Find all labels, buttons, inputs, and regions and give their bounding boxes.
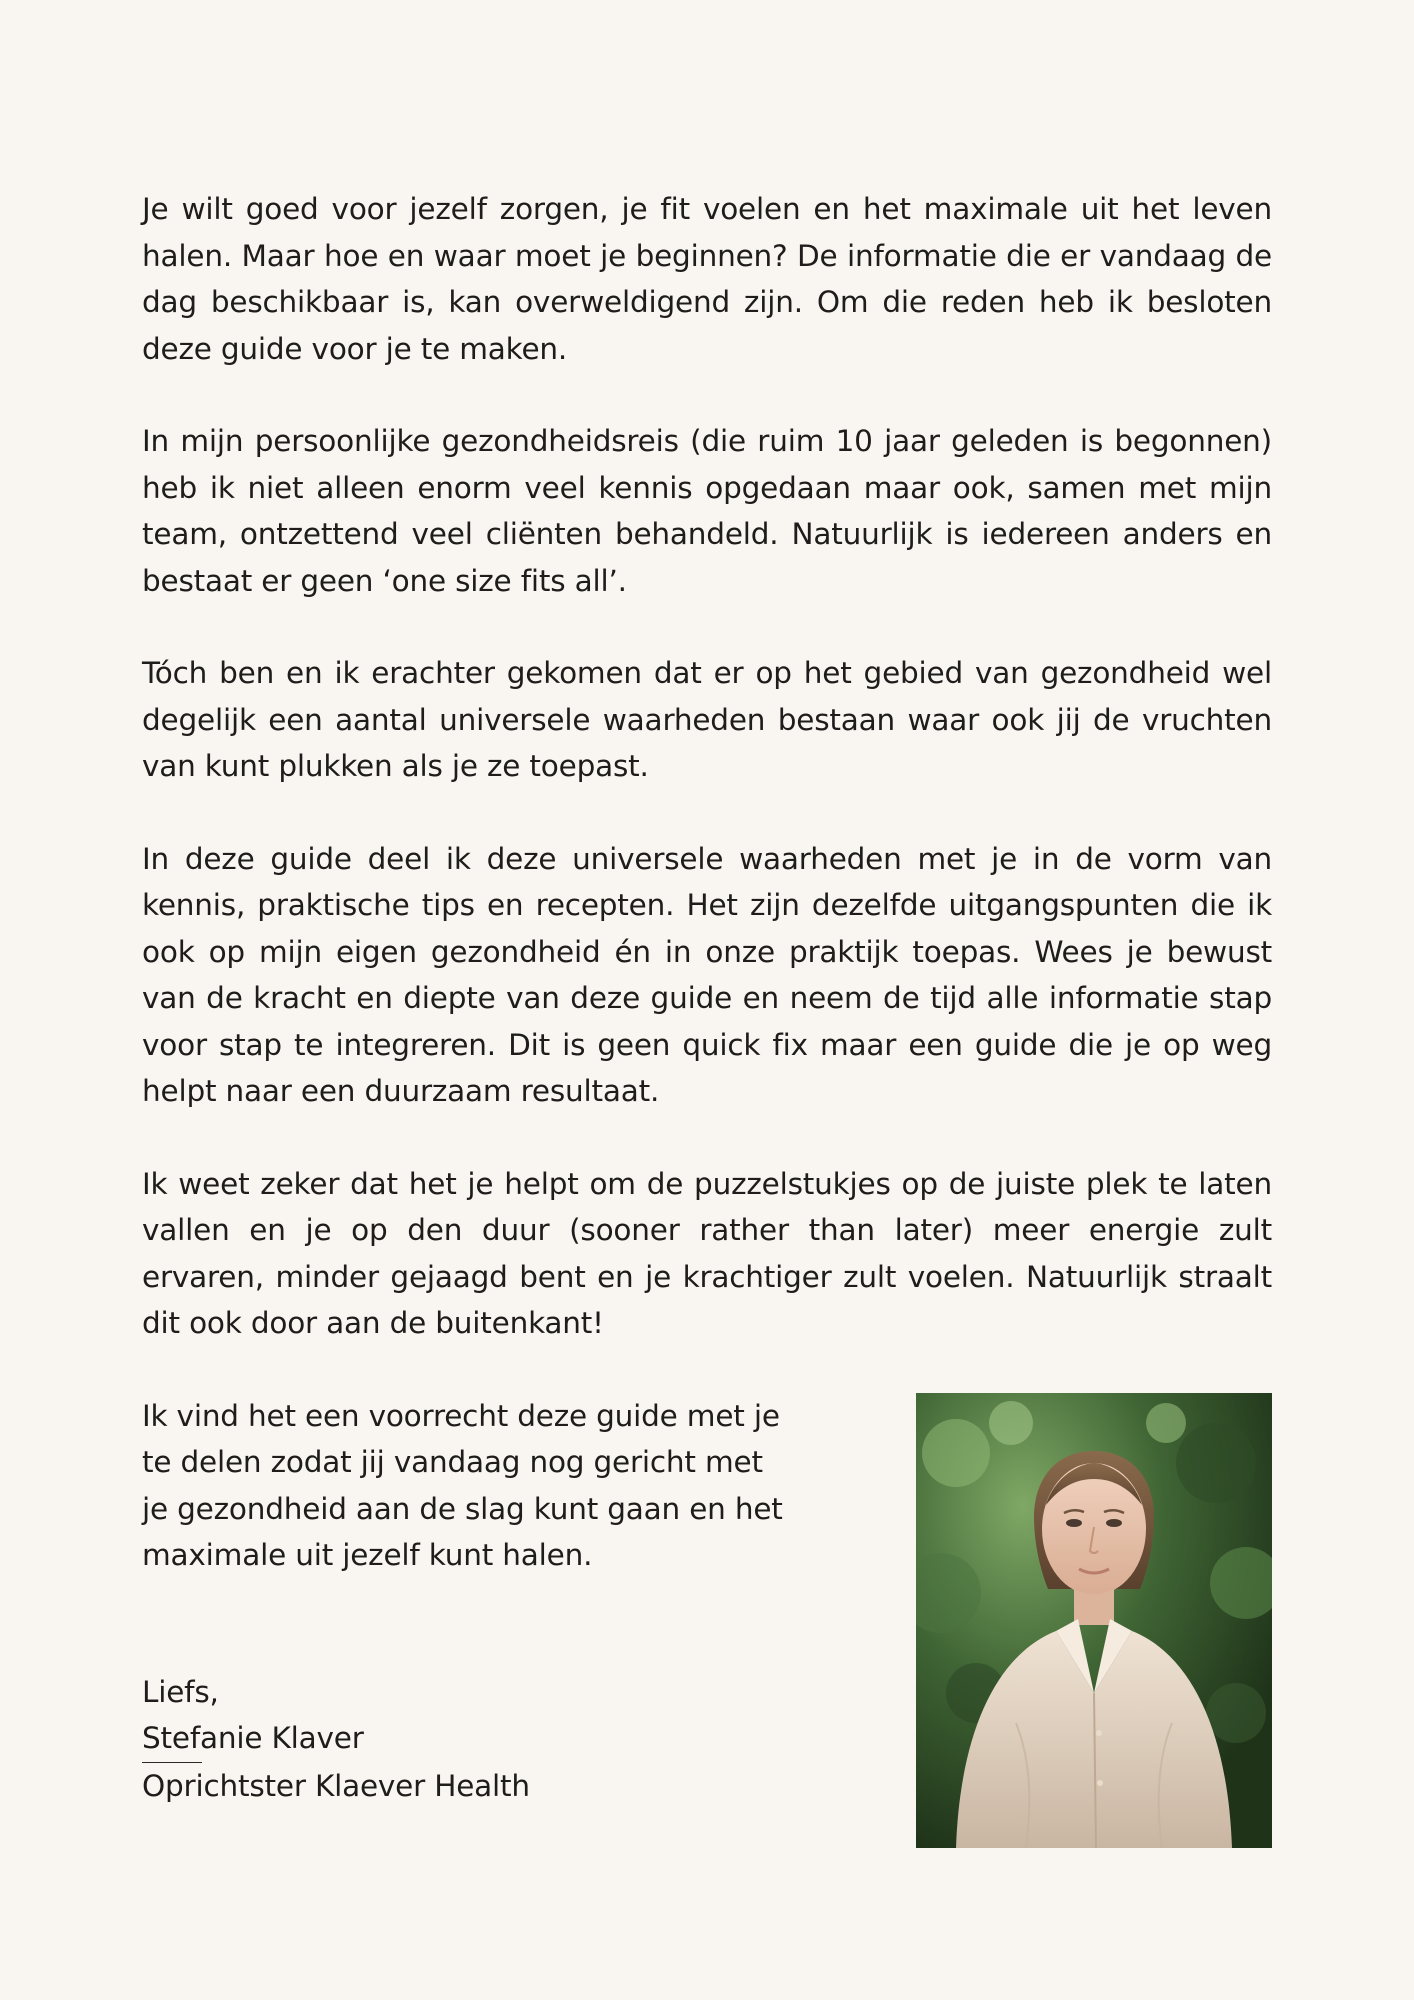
intro-paragraph-2: In mijn persoonlijke gezondheidsreis (die ruim 10 jaar geleden is begonnen) heb ik niet alleen enorm veel kennis opgedaan maar ook, samen met mijn team, ontzettend veel cliënten behandeld. Natuurlijk is iedereen anders en bestaat er geen ‘one size fits all’. (142, 424, 1272, 598)
signature-block (142, 1669, 530, 1810)
signoff-name: Stefanie Klaver (142, 1721, 364, 1755)
letter-page (142, 186, 1272, 1853)
author-portrait-photo (916, 1393, 1272, 1848)
signoff-greeting: Liefs, (142, 1674, 219, 1709)
intro-paragraph-5: Ik weet zeker dat het je helpt om de puzzelstukjes op de juiste plek te laten vallen en je op den duur (sooner rather than later) meer energie zult ervaren, minder gejaagd bent en je krachtiger zult voelen. Natuurlijk straalt dit ook door aan de buitenkant! (142, 1166, 1272, 1340)
intro-paragraph-3: Tóch ben en ik erachter gekomen dat er op het gebied van gezondheid wel degelijk een aantal universele waarheden bestaan waar ook jij de vruchten van kunt plukken als je ze toepast. (142, 656, 1272, 783)
intro-paragraph-4: In deze guide deel ik deze universele waarheden met je in de vorm van kennis, praktische tips en recepten. Het zijn dezelfde uitgangspunten die ik ook op mijn eigen gezondheid én in onze praktijk toepas. Wees je bewust van de kracht en diepte van deze guide en neem de tijd alle informatie stap voor stap te integreren. Dit is geen quick fix maar een guide die je op weg helpt naar een duurzaam resultaat. (142, 841, 1272, 1108)
closing-section (142, 1393, 1272, 1853)
closing-paragraph: Ik vind het een voorrecht deze guide met je te delen zodat jij vandaag nog gericht met je gezondheid aan de slag kunt gaan en het maximale uit jezelf kunt halen. (142, 1398, 783, 1572)
intro-paragraph-1: Je wilt goed voor jezelf zorgen, je fit voelen en het maximale uit het leven halen. Maar hoe en waar moet je beginnen? De informatie die er vandaag de dag beschikbaar is, kan overweldigend zijn. Om die reden heb ik besloten deze guide voor je te maken. (142, 192, 1272, 366)
signoff-role: Oprichtster Klaever Health (142, 1768, 530, 1803)
